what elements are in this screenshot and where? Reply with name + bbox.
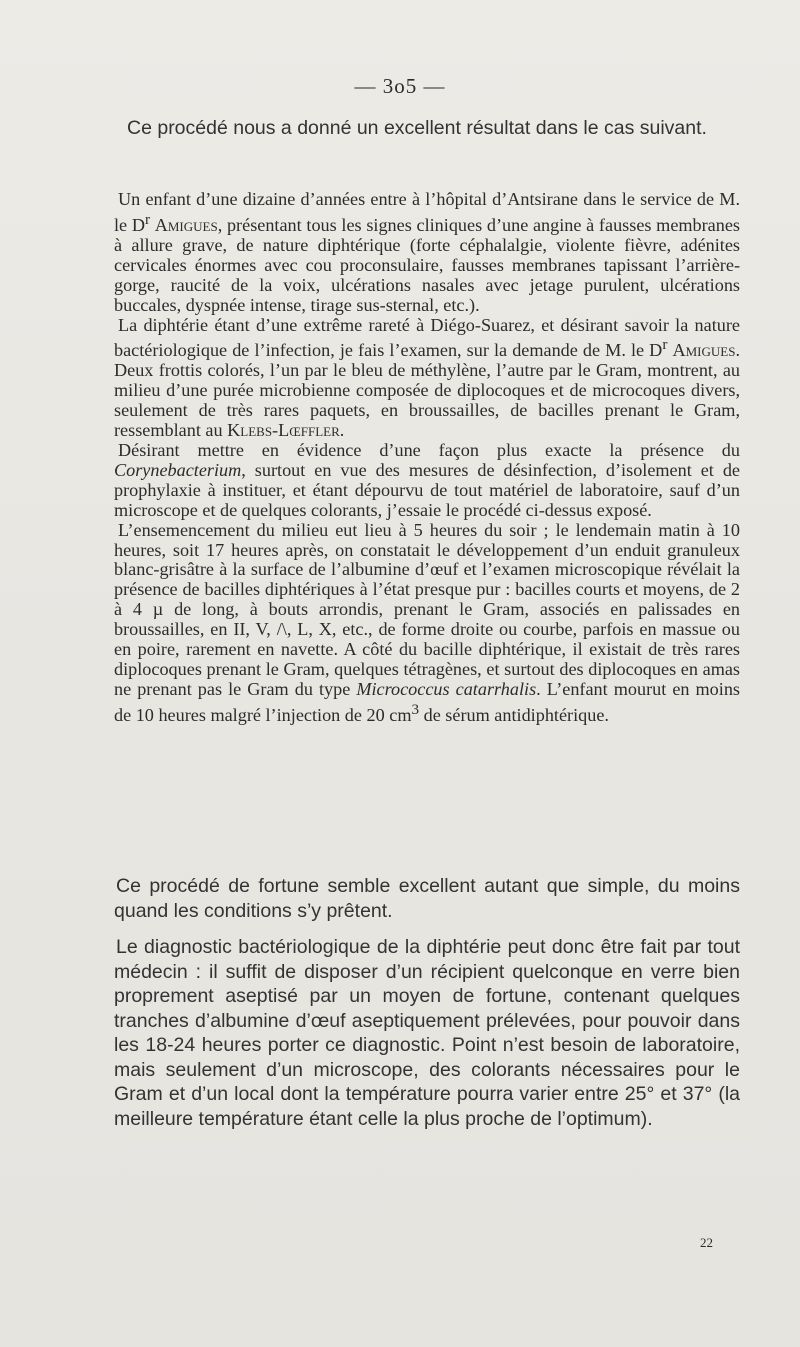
conclusion-block [114,874,740,1131]
intro-paragraph: Ce procédé nous a donné un excellent résultat dans le cas suivant. [127,117,707,139]
conclusion-paragraph-1: Ce procédé de fortune semble excellent autant que simple, du moins quand les conditions s’y prêtent. [114,875,740,922]
case-paragraph-1: Un enfant d’une dizaine d’années entre à l’hôpital d’Antsirane dans le service de M. le $D^r$ Amigues, présentant tous les signes cliniques d’une angine à fausses membranes à allure grave, de nature diphtérique (forte céphalalgie, violente fièvre, adénites cervicales énormes avec cou proconsulaire, fausses membranes tapissant l’arrière-gorge, raucité de la voix, ulcérations nasales avec jetage purulent, ulcérations buccales, dyspnée intense, tirage sus-sternal, etc.). [114,189,741,315]
case-report [114,190,740,726]
page-number: — 3o5 — [354,74,446,98]
intro-block [114,116,740,141]
conclusion-paragraph-2: Le diagnostic bactériologique de la diphtérie peut donc être fait par tout médecin : il suffit de disposer d’un récipient quelconque en verre bien proprement aseptisé par un moyen de fortune, contenant quelques tranches d’albumine d’œuf aseptiquement prélevées, pour pouvoir dans les 18-24 heures porter ce diagnostic. Point n’est besoin de laboratoire, mais seulement d’un microscope, des colorants nécessaires pour le Gram et d’un local dont la température pourra varier entre 25° et 37° (la meilleure température étant celle la plus proche de l’optimum). [114,936,740,1130]
signature-mark: 22 [700,1235,713,1250]
case-paragraph-4: L’ensemencement du milieu eut lieu à 5 heures du soir ; le lendemain matin à 10 heures, soit 17 heures après, on constatait le développement d’un enduit granuleux blanc-grisâtre à la surface de l’albumine d’œuf et l’examen microscopique révélait la présence de bacilles diphtériques à l’état presque pur : bacilles courts et moyens, de 2 à 4 µ de long, à bouts arrondis, prenant le Gram, associés en palissades en broussailles, en II, V, /\, L, X, etc., de forme droite ou courbe, parfois en massue ou en poire, rarement en navette. A côté du bacille diphtérique, il existait de très rares diplocoques prenant le Gram, quelques tétragènes, et surtout des diplocoques en amas ne prenant pas le Gram du type Micrococcus catarrhalis. L’enfant mourut en moins de 10 heures malgré l’injection de 20 $cm^3$ de sérum antidiphtérique. [114,519,741,725]
case-paragraph-3: Désirant mettre en évidence d’une façon plus exacte la présence du Corynebacterium, surtout en vue des mesures de désinfection, d’isolement et de prophylaxie à instituer, et étant dépourvu de tout matériel de laboratoire, sauf d’un microscope et de quelques colorants, j’essaie le procédé ci-dessus exposé. [114,440,740,520]
case-paragraph-2: La diphtérie étant d’une extrême rareté à Diégo-Suarez, et désirant savoir la nature bactériologique de l’infection, je fais l’examen, sur la demande de M. le $D^r$ Amigues. Deux frottis colorés, l’un par le bleu de méthylène, l’autre par le Gram, montrent, au milieu d’une purée microbienne composée de diplocoques et de microcoques divers, seulement de très rares paquets, en broussailles, de bacilles prenant le Gram, ressemblant au Klebs-Lœffler. [114,314,741,441]
